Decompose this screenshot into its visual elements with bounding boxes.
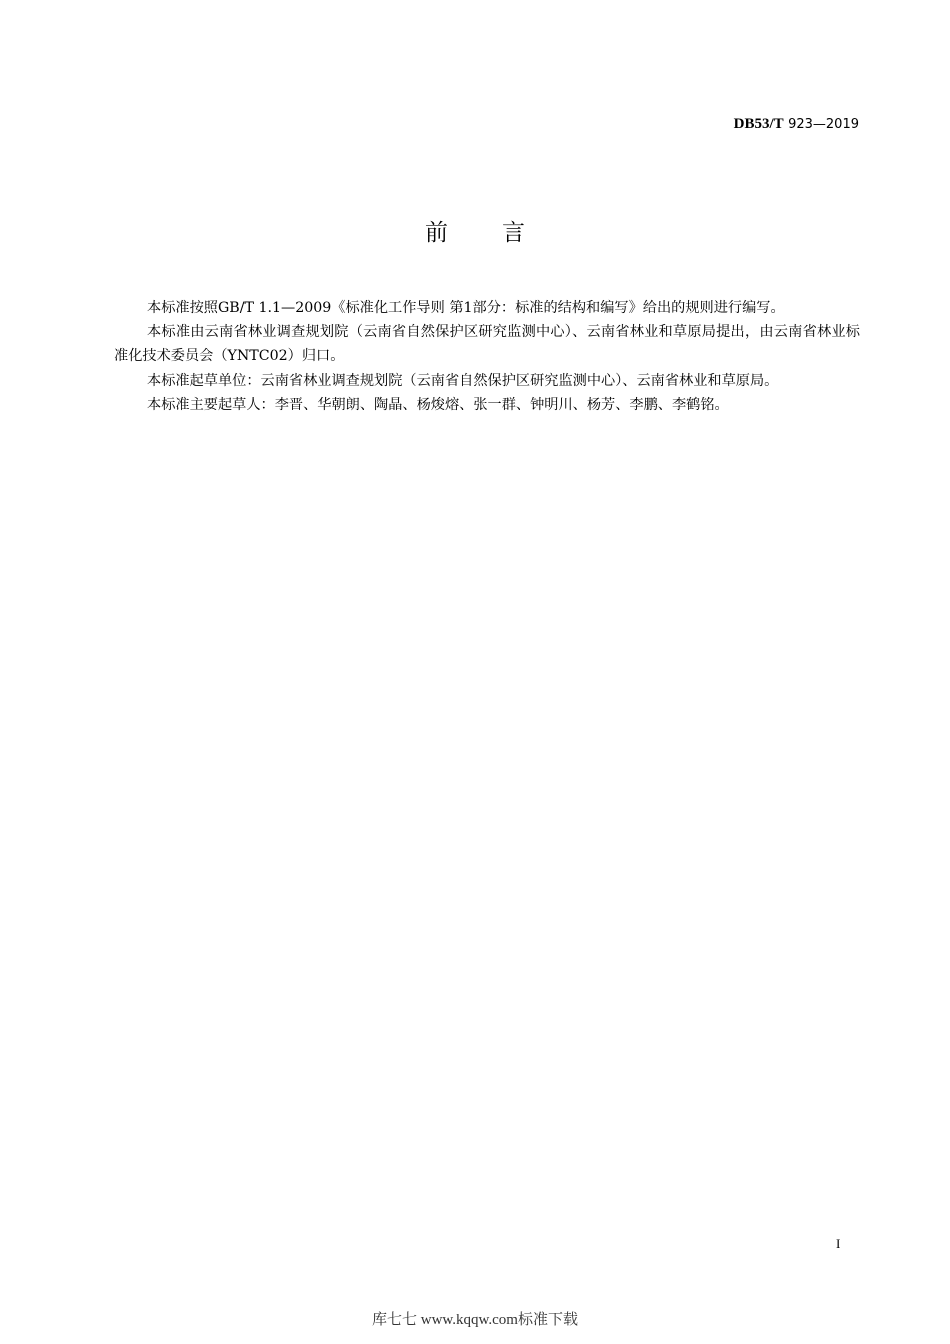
footer-watermark: 库七七 www.kqqw.com标准下载 [372,1312,578,1328]
standard-number: 923—2019 [788,117,859,132]
page-title: 前言 [425,220,579,246]
paragraph-proposer: 本标准由云南省林业调查规划院（云南省自然保护区研究监测中心）、云南省林业和草原局提出，由云南省林业标准化技术委员会（YNTC02）归口。 [114,324,860,365]
foreword-body [114,296,860,417]
standard-prefix: DB53/T [733,116,784,132]
standard-code [734,116,859,133]
paragraph-drafters: 本标准主要起草人：李晋、华朝朗、陶晶、杨焌熔、张一群、钟明川、杨芳、李鹏、李鹤铭。 [147,396,729,413]
paragraph-drafting-rules: 本标准按照GB/T 1.1—2009《标准化工作导则 第1部分：标准的结构和编写》给出的规则进行编写。 [147,300,785,316]
paragraph-drafting-units: 本标准起草单位：云南省林业调查规划院（云南省自然保护区研究监测中心）、云南省林业和草原局。 [147,372,779,389]
page-number: I [836,1236,841,1251]
